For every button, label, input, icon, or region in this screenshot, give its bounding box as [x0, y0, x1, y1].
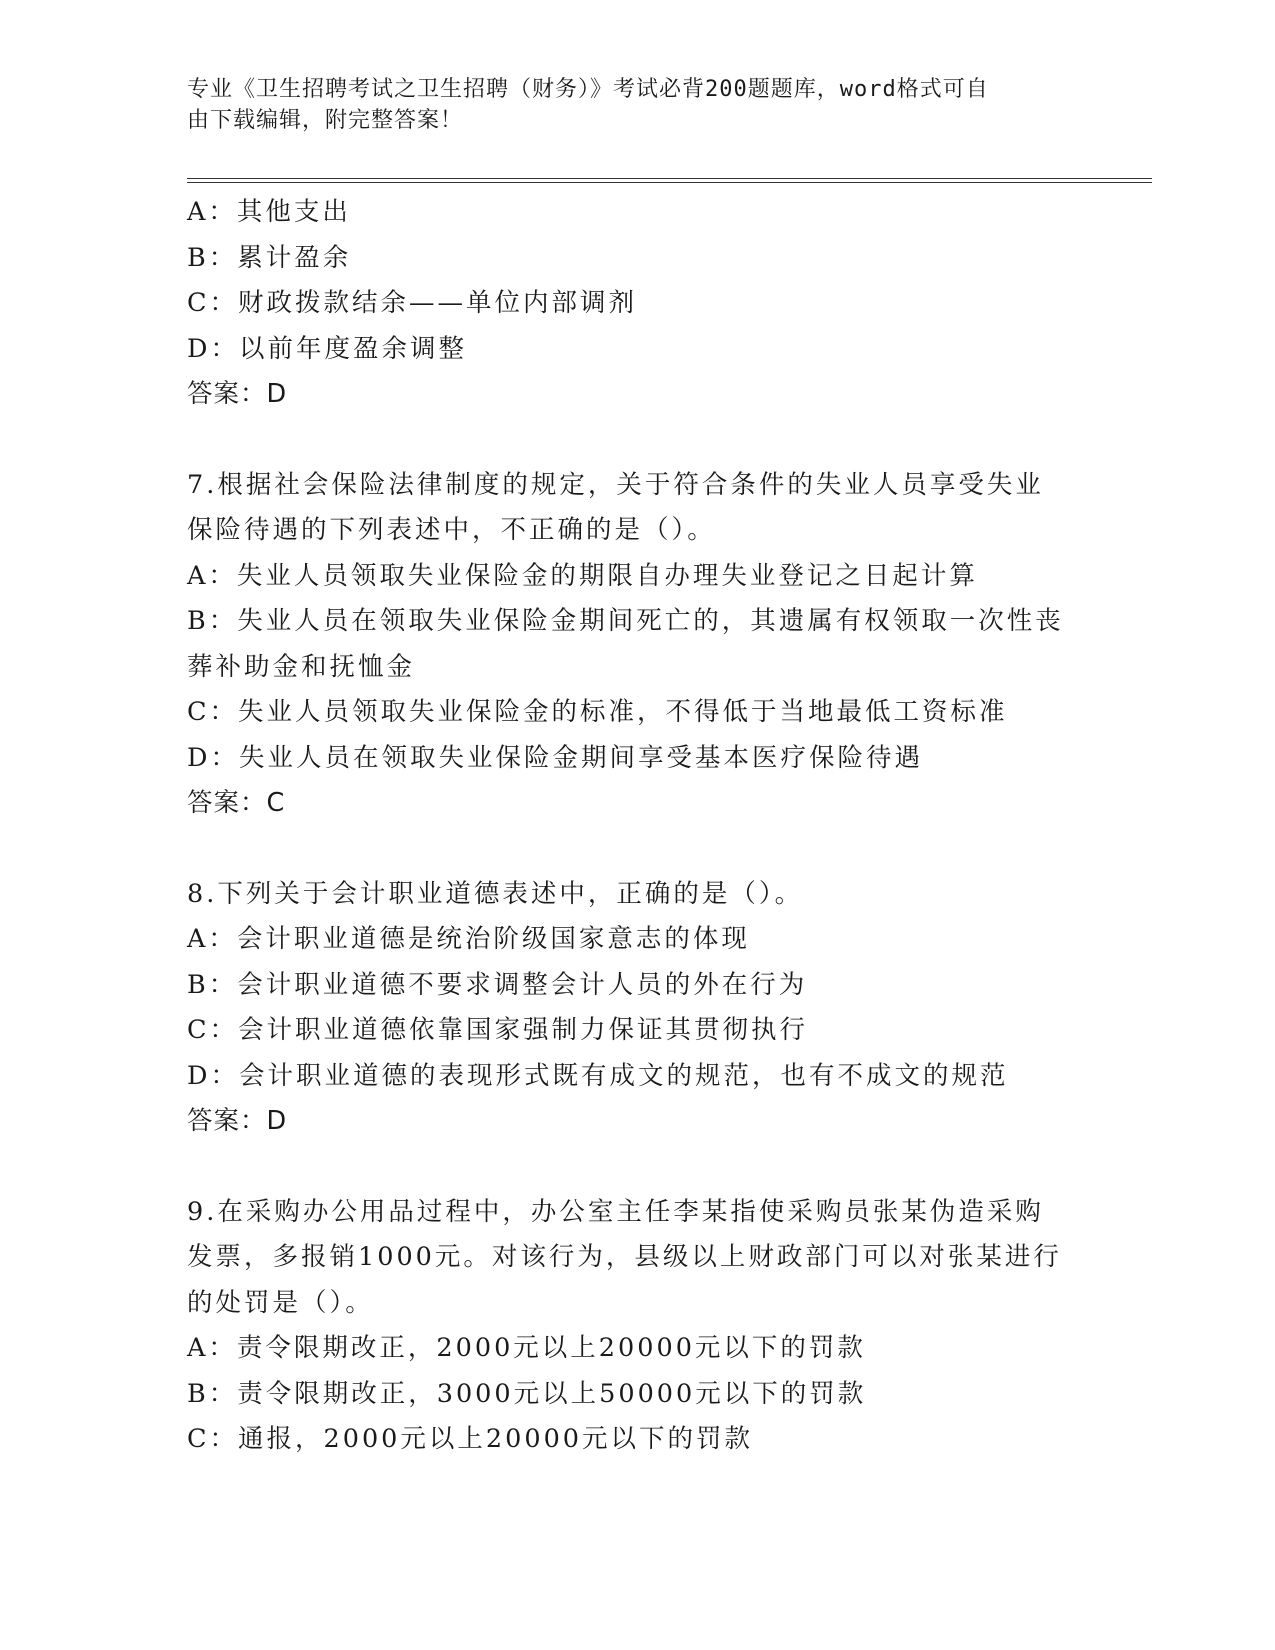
block-spacer: [187, 1145, 1087, 1190]
block-spacer: [187, 418, 1087, 463]
option-b: B：会计职业道德不要求调整会计人员的外在行为: [187, 969, 808, 1000]
option-a: A：其他支出: [187, 197, 351, 227]
block-spacer: [187, 827, 1087, 872]
option-c: C：财政拨款结余——单位内部调剂: [187, 288, 638, 318]
question-stem-line-1: 8.下列关于会计职业道德表述中，正确的是（）。: [187, 878, 804, 909]
header-divider: [187, 178, 1152, 183]
question-block-7: [187, 463, 1087, 827]
option-b: B：累计盈余: [187, 242, 352, 273]
question-list: [187, 190, 1087, 1463]
header-line-2: 由下载编辑，附完整答案！: [187, 108, 464, 133]
answer-line: 答案：D: [187, 379, 288, 409]
question-block-8: [187, 872, 1087, 1145]
option-d: D：以前年度盈余调整: [187, 333, 467, 364]
answer-line: 答案：C: [187, 788, 286, 818]
question-stem-line-1: 7.根据社会保险法律制度的规定，关于符合条件的失业人员享受失业: [187, 469, 1044, 500]
question-stem-line-1: 9.在采购办公用品过程中，办公室主任李某指使采购员张某伪造采购: [187, 1196, 1044, 1227]
option-a: A：责令限期改正，2000元以上20000元以下的罚款: [187, 1333, 866, 1363]
question-block-9: [187, 1190, 1087, 1463]
option-d: D：会计职业道德的表现形式既有成文的规范，也有不成文的规范: [187, 1060, 1009, 1091]
header-line-1: 专业《卫生招聘考试之卫生招聘（财务）》考试必背200题题库，word格式可自: [187, 77, 989, 102]
option-c: C：通报，2000元以上20000元以下的罚款: [187, 1424, 754, 1454]
option-b: B：失业人员在领取失业保险金期间死亡的，其遗属有权领取一次性丧: [187, 606, 1064, 636]
option-b-continued: 葬补助金和抚恤金: [187, 651, 416, 682]
option-a: A：失业人员领取失业保险金的期限自办理失业登记之日起计算: [187, 560, 978, 591]
option-b: B：责令限期改正，3000元以上50000元以下的罚款: [187, 1378, 867, 1409]
question-stem-line-2: 发票，多报销1000元。对该行为，县级以上财政部门可以对张某进行: [187, 1242, 1062, 1272]
question-block-6: [187, 190, 1087, 418]
option-c: C：失业人员领取失业保险金的标准，不得低于当地最低工资标准: [187, 697, 1008, 727]
answer-line: 答案：D: [187, 1106, 288, 1136]
option-c: C：会计职业道德依靠国家强制力保证其贯彻执行: [187, 1015, 809, 1045]
question-stem-line-2: 保险待遇的下列表述中，不正确的是（）。: [187, 515, 716, 545]
document-header: [187, 74, 1067, 136]
option-d: D：失业人员在领取失业保险金期间享受基本医疗保险待遇: [187, 742, 923, 773]
option-a: A：会计职业道德是统治阶级国家意志的体现: [187, 924, 750, 954]
question-stem-line-3: 的处罚是（）。: [187, 1287, 374, 1318]
